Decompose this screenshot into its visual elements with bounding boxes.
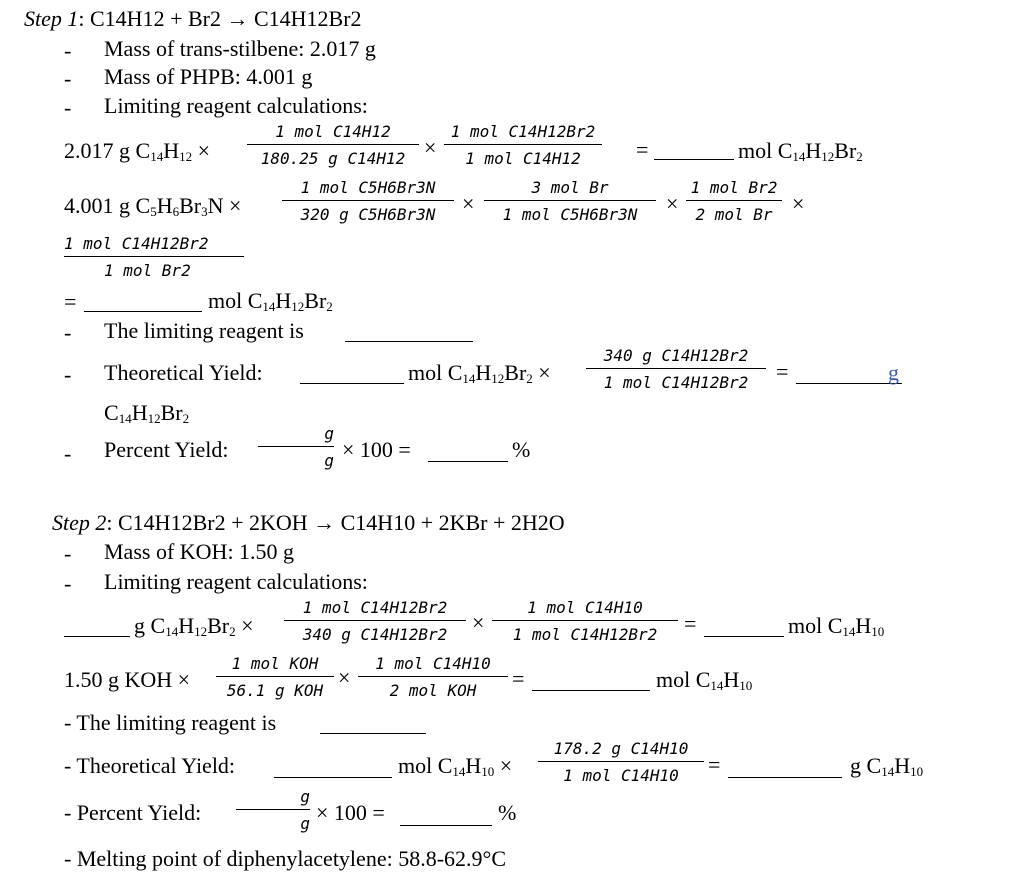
answer-blank — [728, 777, 842, 778]
times-sign: × — [792, 191, 805, 216]
percent-unit: % — [498, 800, 517, 825]
theoretical-yield-label: Theoretical Yield: — [104, 360, 263, 385]
answer-blank — [84, 311, 202, 312]
fraction-denominator: g — [300, 814, 310, 833]
times-hundred: × 100 = — [342, 437, 411, 462]
theoretical-yield-mid: mol $C_{14}H_{12}Br_2$ × — [408, 360, 551, 386]
answer-blank — [300, 383, 404, 384]
fraction-denominator: 340 g C14H12Br2 — [302, 625, 448, 644]
fraction-bar — [444, 144, 602, 145]
fraction — [444, 124, 602, 167]
fraction-numerator: 1 mol C14H12Br2 — [64, 234, 209, 253]
answer-blank — [428, 461, 508, 462]
fraction-numerator: 1 mol C14H12Br2 — [302, 598, 448, 617]
step2-equation: : C14H12Br2 + 2KOH → C14H10 + 2KBr + 2H2O — [106, 510, 565, 535]
percent-unit: % — [512, 437, 531, 462]
bullet-dash: - — [64, 95, 72, 120]
fraction — [236, 789, 310, 832]
calc1-result: mol $C_{14}H_{12}Br_2$ — [738, 138, 863, 164]
step1-equation: : C14H12 + Br2 → C14H12Br2 — [78, 6, 362, 31]
limiting-calc-label: Limiting reagent calculations: — [104, 93, 368, 118]
fraction-bar — [538, 761, 704, 762]
equals-sign: = — [64, 289, 77, 314]
answer-blank — [274, 777, 392, 778]
fraction — [216, 656, 334, 699]
fraction-denominator: 1 mol C14H12Br2 — [603, 373, 749, 392]
fraction-denominator: 320 g C5H6Br3N — [300, 205, 436, 224]
fraction-bar — [358, 676, 508, 677]
answer-blank — [532, 690, 650, 691]
step2-heading — [52, 512, 565, 534]
fraction-bar — [492, 620, 678, 621]
fraction-numerator: 1 mol C5H6Br3N — [300, 178, 436, 197]
fraction-bar — [247, 144, 419, 145]
times-hundred: × 100 = — [316, 800, 385, 825]
fraction-denominator: 1 mol C14H10 — [563, 766, 679, 785]
percent-yield-label: - Percent Yield: — [64, 800, 202, 825]
equals-sign: = — [512, 666, 525, 691]
answer-blank — [654, 159, 734, 160]
times-sign: × — [462, 191, 475, 216]
answer-blank — [796, 383, 902, 384]
fraction-bar — [64, 256, 244, 257]
fraction-numerator: 340 g C14H12Br2 — [603, 346, 749, 365]
bullet-dash: - — [64, 441, 72, 466]
fraction — [284, 600, 466, 643]
equals-sign: = — [684, 611, 697, 636]
times-sign: × — [472, 610, 485, 635]
answer-blank — [704, 636, 784, 637]
mass-koh: Mass of KOH: 1.50 g — [104, 539, 295, 564]
calc2-result: mol $C_{14}H_{12}Br_2$ — [208, 288, 333, 314]
fraction-denominator: 2 mol KOH — [389, 681, 477, 700]
theoretical-yield-label: - Theoretical Yield: — [64, 753, 236, 778]
bullet-dash: - — [64, 320, 72, 345]
bullet-dash: - — [64, 38, 72, 63]
fraction-numerator: 178.2 g C14H10 — [553, 739, 689, 758]
percent-yield-label: Percent Yield: — [104, 437, 229, 462]
mass-phpb: Mass of PHPB: 4.001 g — [104, 64, 313, 89]
fraction-bar — [686, 200, 782, 201]
fraction-denominator: 2 mol Br — [695, 205, 773, 224]
fraction — [538, 741, 704, 784]
fraction-numerator: 3 mol Br — [531, 178, 609, 197]
fraction-bar — [258, 446, 334, 447]
answer-blank — [345, 341, 473, 342]
fraction-numerator: 1 mol C14H12 — [275, 122, 391, 141]
step2-calc2-result: mol $C_{14}H_{10}$ — [656, 667, 753, 693]
fraction — [686, 180, 782, 223]
calc2-start: 4.001 g $C_5H_6Br_3N$ × — [64, 193, 242, 219]
melting-point: - Melting point of diphenylacetylene: 58.8-62.9°C — [64, 846, 506, 871]
fraction-denominator: 1 mol C14H12 — [465, 149, 581, 168]
fraction-denominator: 1 mol Br2 — [104, 261, 191, 280]
step2-calc1-result: mol $C_{14}H_{10}$ — [788, 613, 885, 639]
limiting-calc-label: Limiting reagent calculations: — [104, 569, 368, 594]
step1-label: Step 1 — [24, 6, 79, 31]
times-sign: × — [338, 665, 351, 690]
step2-calc1-start: g $C_{14}H_{12}Br_2$ × — [134, 613, 254, 639]
answer-blank — [400, 825, 492, 826]
theoretical-yield-unit: g $C_{14}H_{10}$ — [850, 753, 924, 779]
answer-blank — [64, 636, 130, 637]
fraction-denominator: g — [324, 451, 334, 470]
theoretical-yield-unit-line2: $C_{14}H_{12}Br_2$ — [104, 400, 190, 426]
fraction-numerator: g — [324, 424, 334, 443]
theoretical-yield-unit: g — [888, 360, 899, 385]
times-sign: × — [666, 191, 679, 216]
fraction — [484, 180, 656, 223]
fraction — [247, 124, 419, 167]
equals-sign: = — [708, 752, 721, 777]
fraction — [492, 600, 678, 643]
fraction-numerator: 1 mol C14H10 — [527, 598, 643, 617]
fraction-bar — [236, 809, 310, 810]
fraction-bar — [282, 200, 454, 201]
fraction-bar — [586, 368, 766, 369]
fraction-numerator: g — [300, 787, 310, 806]
limiting-reagent-text: - The limiting reagent is — [64, 710, 277, 735]
fraction-bar — [484, 200, 656, 201]
fraction — [586, 348, 766, 391]
fraction-numerator: 1 mol C14H12Br2 — [450, 122, 596, 141]
theoretical-yield-mid: mol $C_{14}H_{10}$ × — [398, 753, 513, 779]
fraction-numerator: 1 mol KOH — [231, 654, 319, 673]
fraction-bar — [284, 620, 466, 621]
fraction-numerator: 1 mol Br2 — [690, 178, 778, 197]
fraction-denominator: 56.1 g KOH — [226, 681, 324, 700]
bullet-dash: - — [64, 66, 72, 91]
bullet-dash: - — [64, 362, 72, 387]
fraction — [282, 180, 454, 223]
fraction-denominator: 180.25 g C14H12 — [260, 149, 406, 168]
limiting-reagent-text: The limiting reagent is — [104, 318, 304, 343]
calc1-start: 2.017 g $C_{14}H_{12}$ × — [64, 138, 210, 164]
fraction-bar — [216, 676, 334, 677]
fraction-denominator: 1 mol C14H12Br2 — [512, 625, 658, 644]
step1-heading — [24, 8, 362, 30]
bullet-dash: - — [64, 571, 72, 596]
fraction-numerator: 1 mol C14H10 — [375, 654, 491, 673]
fraction-denominator: 1 mol C5H6Br3N — [502, 205, 638, 224]
bullet-dash: - — [64, 541, 72, 566]
fraction — [258, 426, 334, 469]
step2-label: Step 2 — [52, 510, 107, 535]
equals-sign: = — [636, 137, 649, 162]
equals-sign: = — [776, 359, 789, 384]
step2-calc2-start: 1.50 g KOH × — [64, 667, 191, 692]
mass-stilbene: Mass of trans-stilbene: 2.017 g — [104, 36, 376, 61]
fraction — [64, 236, 244, 279]
times-sign: × — [424, 135, 437, 160]
fraction — [358, 656, 508, 699]
answer-blank — [320, 733, 426, 734]
